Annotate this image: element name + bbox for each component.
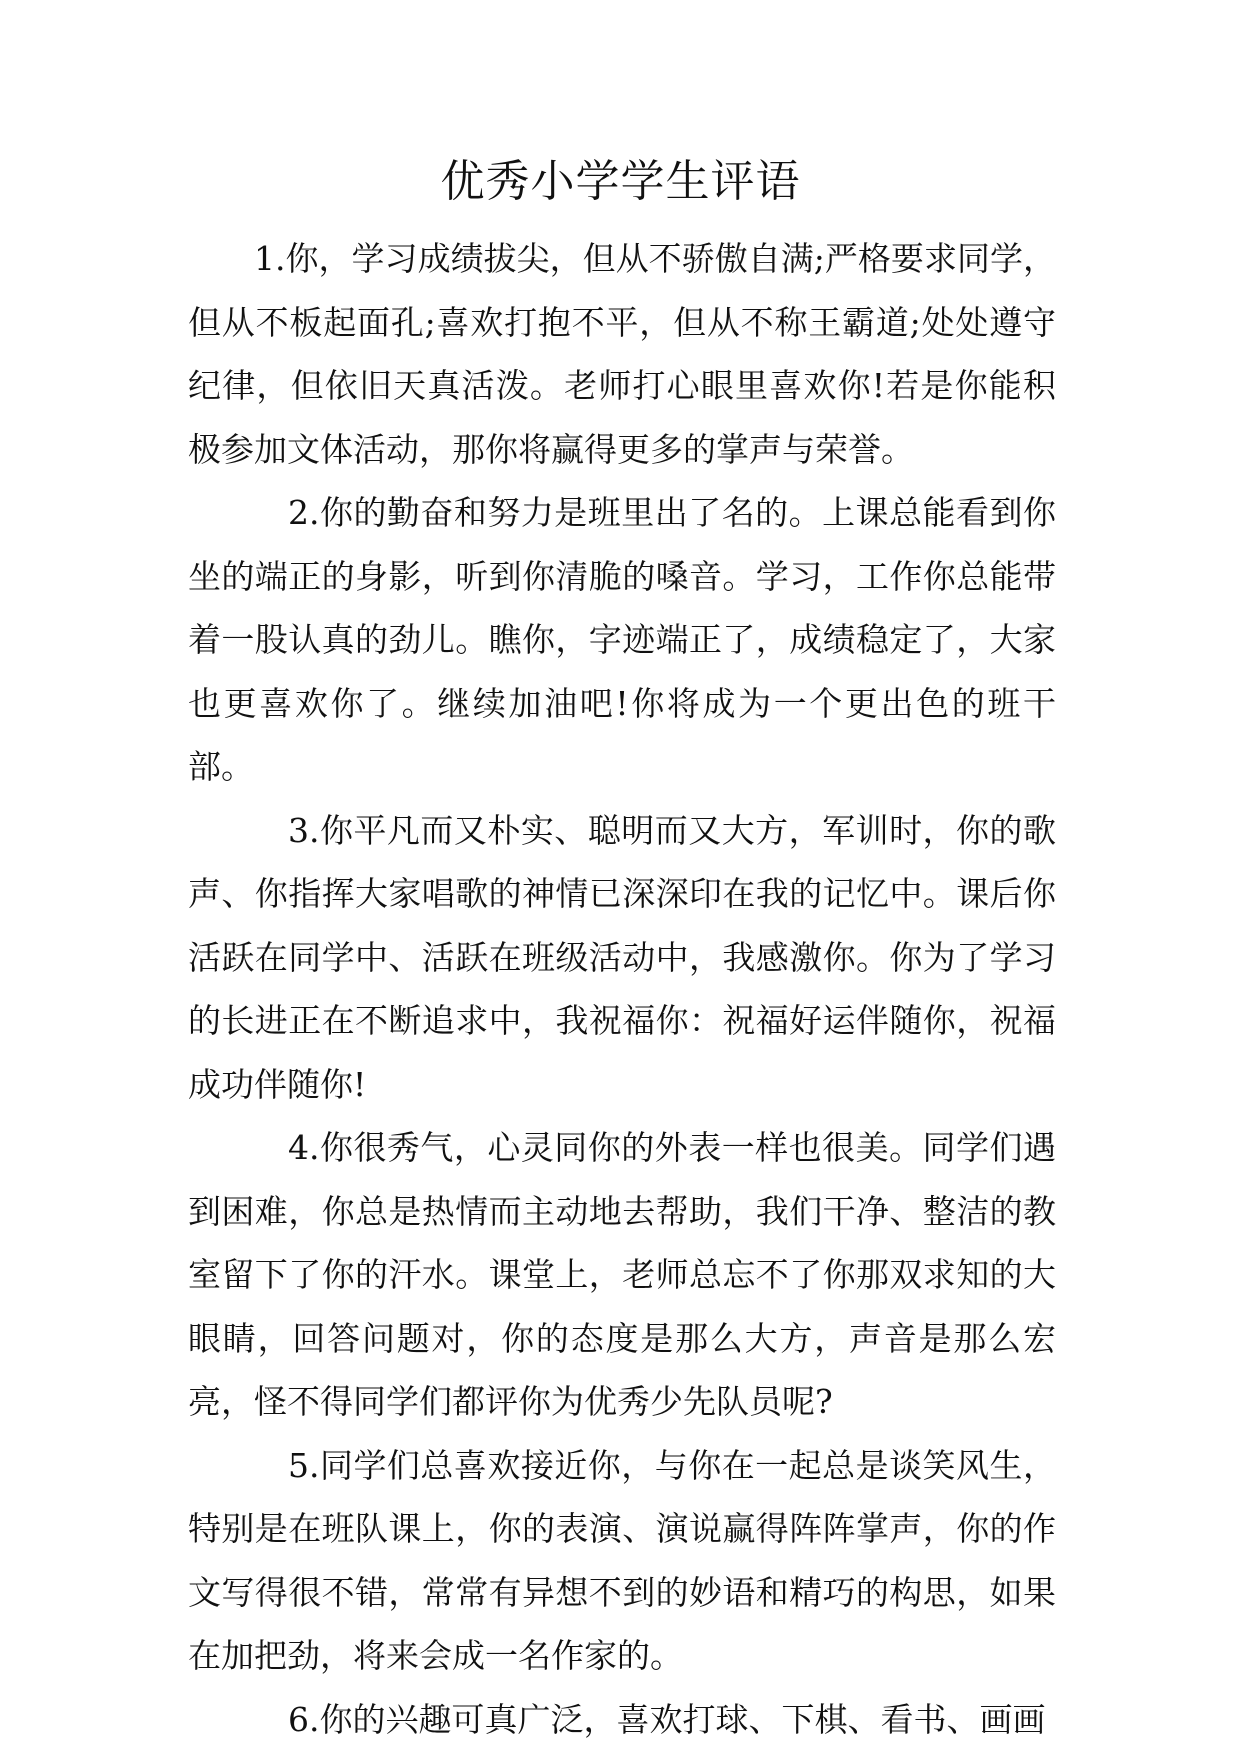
comment-paragraph-1: 1.你，学习成绩拔尖，但从不骄傲自满;严格要求同学，但从不板起面孔;喜欢打抱不平，但从不称王霸道;处处遵守纪律，但依旧天真活泼。老师打心眼里喜欢你!若是你能积极参加文体活动，那你将赢得更多的掌声与荣誉。: [188, 239, 1056, 469]
comment-paragraph-3: 3.你平凡而又朴实、聪明而又大方，军训时，你的歌声、你指挥大家唱歌的神情已深深印在我的记忆中。课后你活跃在同学中、活跃在班级活动中，我感激你。你为了学习的长进正在不断追求中，我祝福你：祝福好运伴随你，祝福成功伴随你!: [188, 810, 1056, 1104]
document-body: [188, 227, 1056, 1751]
comment-paragraph-4: 4.你很秀气，心灵同你的外表一样也很美。同学们遇到困难，你总是热情而主动地去帮助，我们干净、整洁的教室留下了你的汗水。课堂上，老师总忘不了你那双求知的大眼睛，回答问题对，你的态度是那么大方，声音是那么宏亮，怪不得同学们都评你为优秀少先队员呢?: [188, 1128, 1056, 1421]
comment-paragraph-2: 2.你的勤奋和努力是班里出了名的。上课总能看到你坐的端正的身影，听到你清脆的嗓音。学习，工作你总能带着一股认真的劲儿。瞧你，字迹端正了，成绩稳定了，大家也更喜欢你了。继续加油吧!你将成为一个更出色的班干部。: [188, 493, 1056, 786]
document-title: 优秀小学学生评语: [440, 156, 801, 207]
comment-paragraph-6: 6.你的兴趣可真广泛，喜欢打球、下棋、看书、画画: [288, 1699, 1046, 1739]
comment-paragraph-5: 5.同学们总喜欢接近你，与你在一起总是谈笑风生，特别是在班队课上，你的表演、演说赢得阵阵掌声，你的作文写得很不错，常常有异想不到的妙语和精巧的构思，如果在加把劲，将来会成一名作家的。: [188, 1445, 1056, 1675]
